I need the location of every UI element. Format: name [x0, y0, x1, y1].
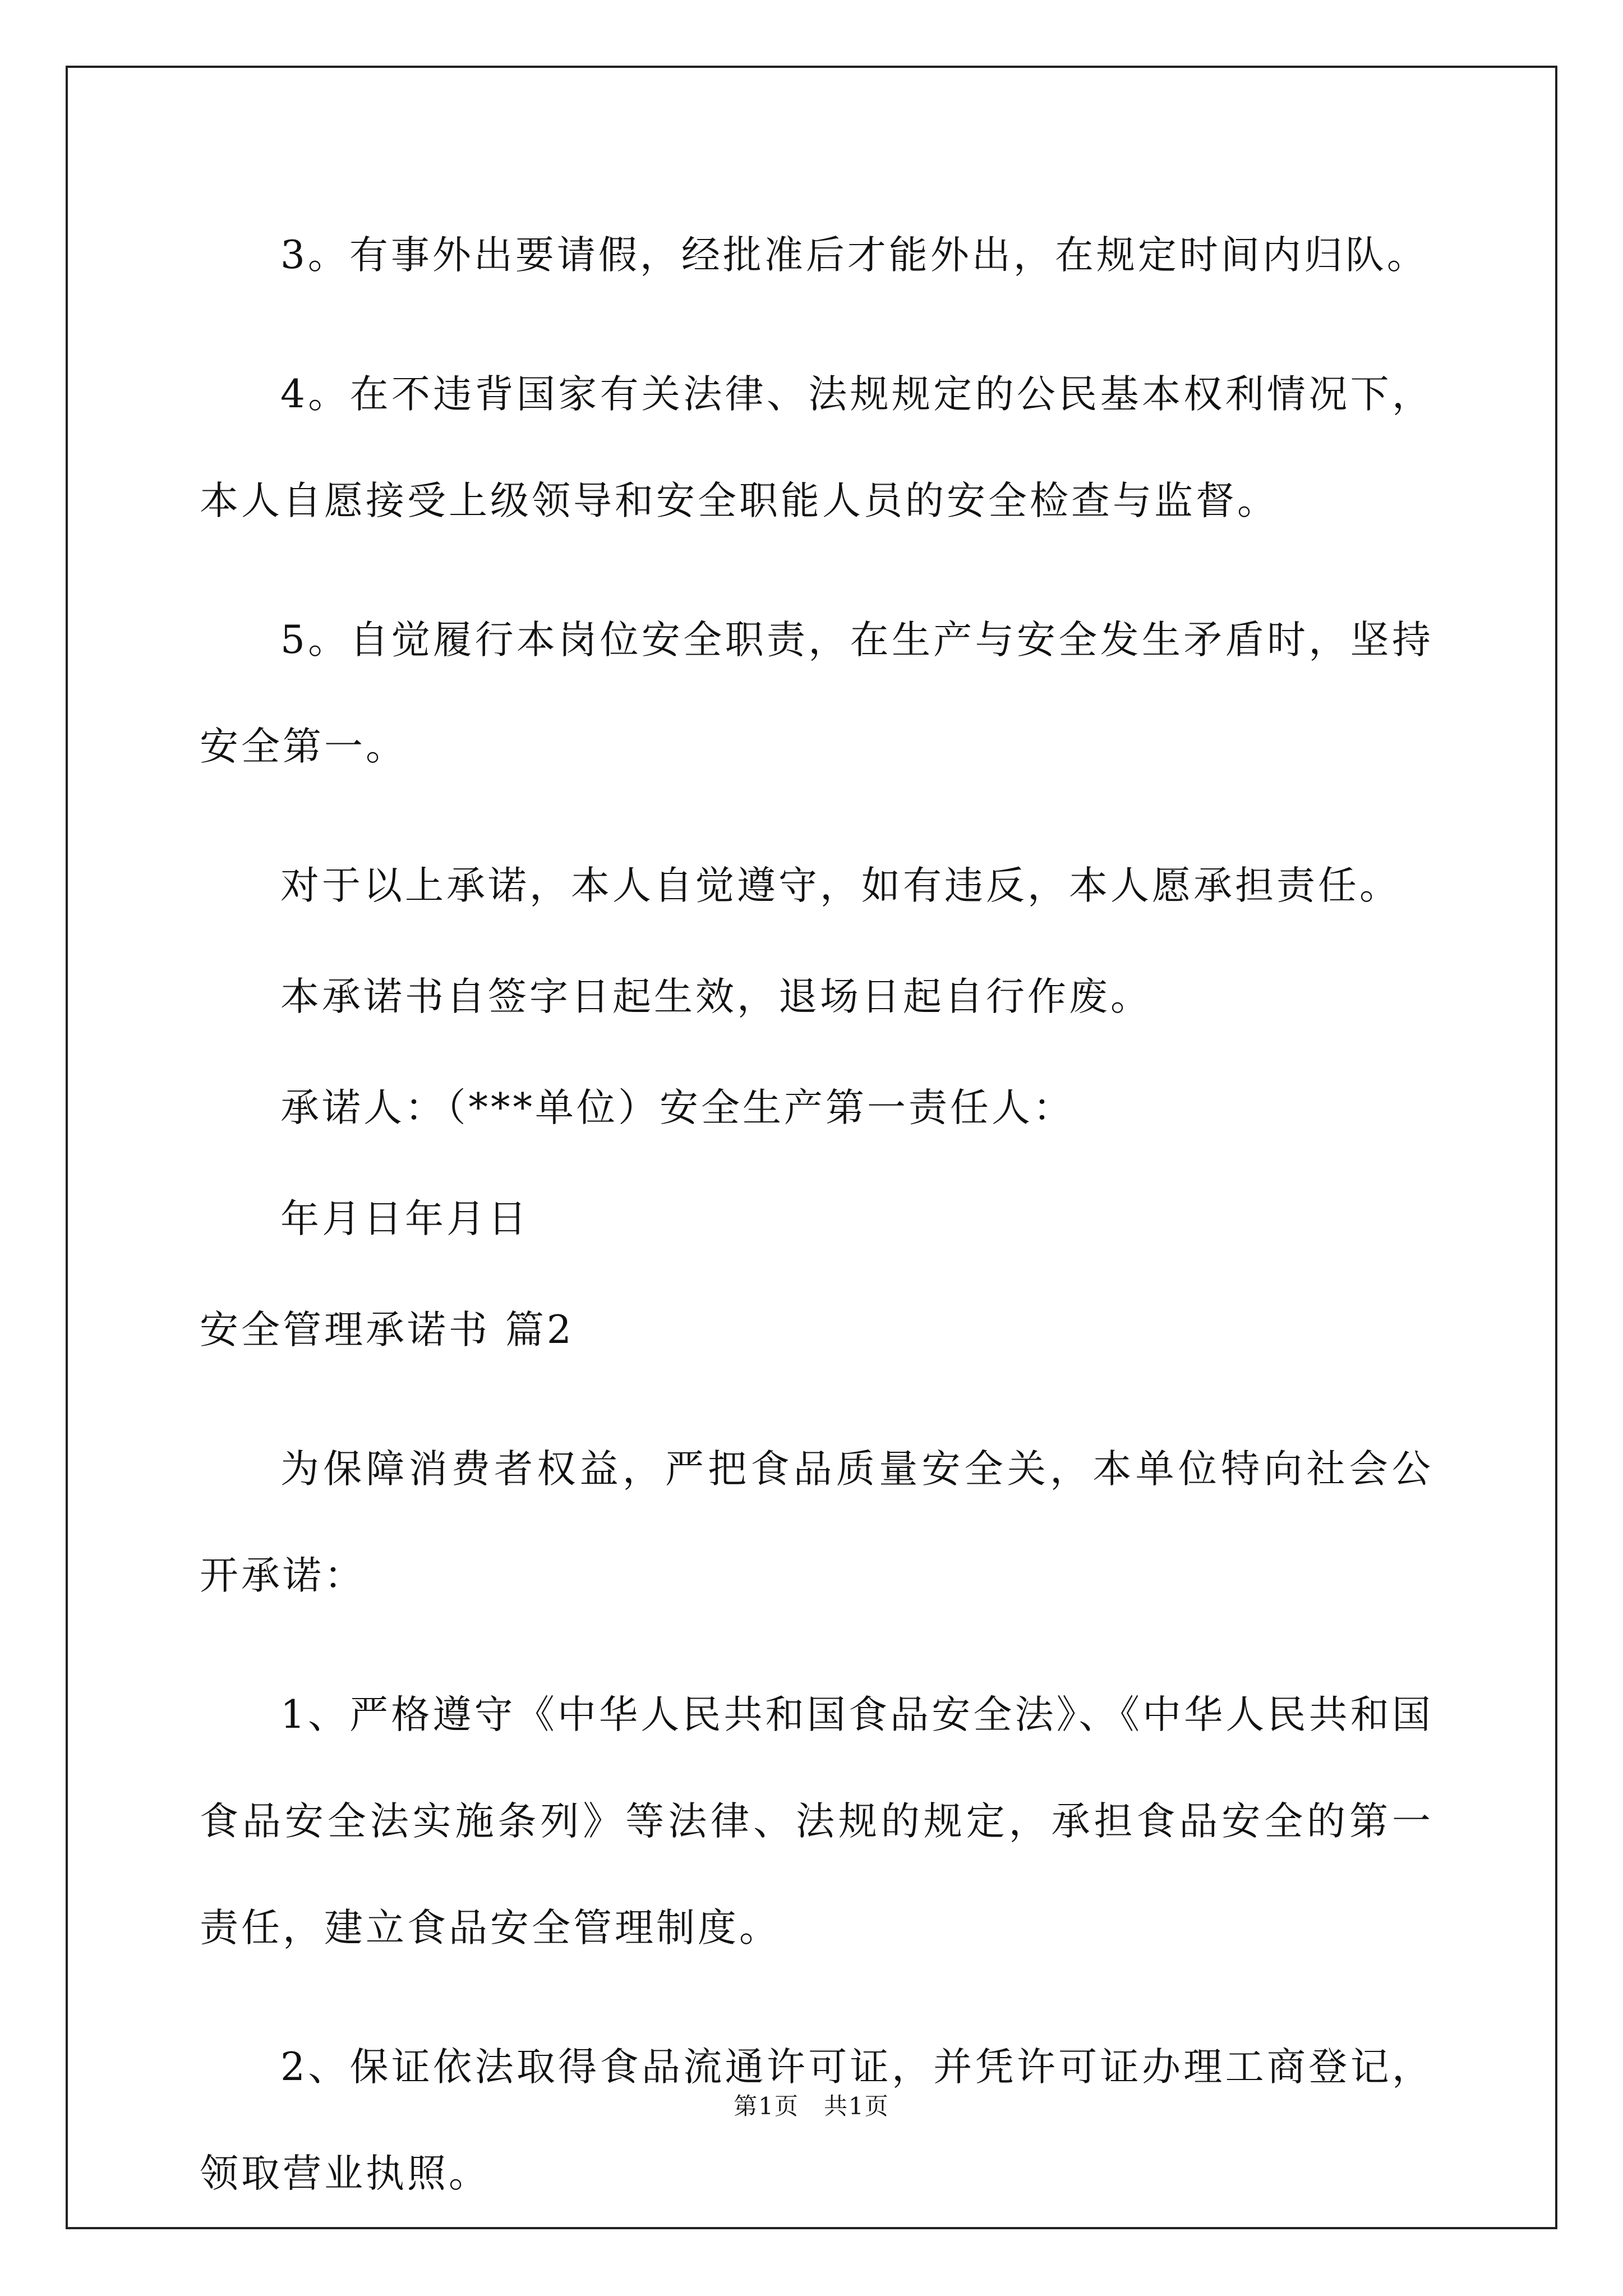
signatory-line: 承诺人：（***单位）安全生产第一责任人：: [280, 1085, 1075, 1130]
paragraph-item-1: 1、严格遵守《中华人民共和国食品安全法》、《中华人民共和国食品安全法实施条列》等法律、法规的规定，承担食品安全的第一责任，建立食品安全管理制度。: [200, 1692, 1433, 1950]
paragraph-validity: 本承诺书自签字日起生效，退场日起自行作废。: [280, 974, 1152, 1019]
page-number-footer: 第1页 共1页: [734, 2092, 889, 2120]
paragraph-item-5: 5。自觉履行本岗位安全职责，在生产与安全发生矛盾时，坚持安全第一。: [200, 618, 1433, 769]
paragraph-commitment-note: 对于以上承诺，本人自觉遵守，如有违反，本人愿承担责任。: [280, 863, 1401, 908]
section-heading: 安全管理承诺书 篇2: [200, 1308, 574, 1352]
paragraph-item-3: 3。有事外出要请假，经批准后才能外出，在规定时间内归队。: [280, 233, 1428, 278]
paragraph-item-4: 4。在不违背国家有关法律、法规规定的公民基本权利情况下，本人自愿接受上级领导和安全职能人员的安全检查与监督。: [200, 372, 1433, 523]
document-body: [200, 202, 1433, 2260]
paragraph-item-2: 2、保证依法取得食品流通许可证，并凭许可证办理工商登记，领取营业执照。: [200, 2045, 1433, 2196]
paragraph-intro: 为保障消费者权益，严把食品质量安全关，本单位特向社会公开承诺：: [200, 1447, 1433, 1598]
date-line: 年月日年月日: [280, 1197, 529, 1241]
